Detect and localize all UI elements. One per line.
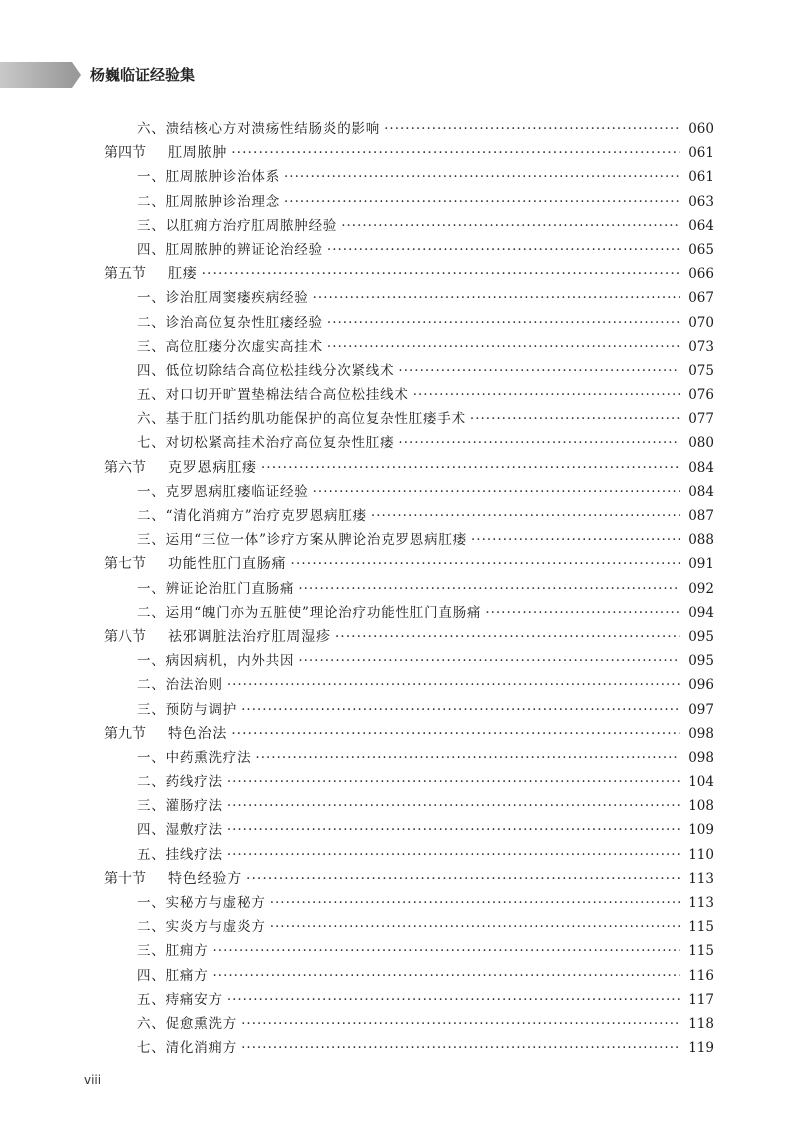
toc-subsection-entry <box>104 214 714 238</box>
toc-page-number: 108 <box>688 798 714 815</box>
toc-page-number: 104 <box>688 774 714 791</box>
toc-page-number: 095 <box>688 628 714 645</box>
toc-page-number: 117 <box>688 991 714 1008</box>
toc-subsection-entry <box>104 698 714 722</box>
toc-page-number: 077 <box>688 411 714 428</box>
toc-subsection-entry <box>104 407 714 431</box>
dot-leader <box>327 311 680 335</box>
dot-leader <box>270 891 680 915</box>
toc-subsection-entry <box>104 383 714 407</box>
toc-section-entry <box>104 456 714 480</box>
toc-subsection-entry <box>104 431 714 455</box>
dot-leader <box>270 915 680 939</box>
toc-section-entry <box>104 262 714 286</box>
dot-leader <box>227 794 680 818</box>
toc-page-number: 088 <box>688 532 714 549</box>
dot-leader <box>298 577 680 601</box>
toc-entry-title: 七、对切松紧高挂术治疗高位复杂性肛瘘 <box>137 435 395 452</box>
dot-leader <box>241 1036 680 1060</box>
toc-page-number: 116 <box>688 967 714 984</box>
toc-subsection-entry <box>104 601 714 625</box>
page-number: viii <box>84 1073 102 1087</box>
toc-page-number: 109 <box>688 822 714 839</box>
dot-leader <box>371 504 680 528</box>
toc-page-number: 115 <box>688 943 714 960</box>
toc-entry-title: 六、基于肛门括约肌功能保护的高位复杂性肛瘘手术 <box>137 411 466 428</box>
toc-page-number: 084 <box>688 483 714 500</box>
toc-page-number: 080 <box>688 435 714 452</box>
toc-entry-title: 三、运用“三位一体”诊疗方案从脾论治克罗恩病肛瘘 <box>137 532 468 549</box>
dot-leader <box>227 843 680 867</box>
toc-subsection-entry <box>104 746 714 770</box>
toc-subsection-entry <box>104 794 714 818</box>
toc-subsection-entry <box>104 528 714 552</box>
dot-leader <box>241 1012 680 1036</box>
toc-section-number: 第九节 <box>104 725 146 742</box>
toc-subsection-entry <box>104 117 714 141</box>
toc-entry-title: 五、挂线疗法 <box>137 846 223 863</box>
header-arrow-shape <box>72 62 81 88</box>
toc-subsection-entry <box>104 480 714 504</box>
toc-entry-title: 六、溃结核心方对溃疡性结肠炎的影响 <box>137 121 381 137</box>
toc-subsection-entry <box>104 891 714 915</box>
toc-subsection-entry <box>104 915 714 939</box>
toc-page-number: 091 <box>688 556 714 573</box>
toc-subsection-entry <box>104 988 714 1012</box>
toc-entry-title: 功能性肛门直肠痛 <box>168 556 287 573</box>
toc-subsection-entry <box>104 504 714 528</box>
toc-entry-title: 四、湿敷疗法 <box>137 822 223 839</box>
toc-section-entry <box>104 141 714 165</box>
dot-leader <box>202 262 680 286</box>
toc-entry-title: 二、诊治高位复杂性肛瘘经验 <box>137 314 323 331</box>
toc-entry-title: 肛周脓肿 <box>168 145 228 162</box>
toc-section-number: 第十节 <box>104 870 146 887</box>
toc-entry-title: 二、运用“魄门亦为五脏使”理论治疗功能性肛门直肠痛 <box>137 604 482 621</box>
toc-entry-title: 特色经验方 <box>168 870 242 887</box>
toc-subsection-entry <box>104 238 714 262</box>
dot-leader <box>471 528 680 552</box>
toc-section-number: 第六节 <box>104 459 146 476</box>
toc-page-number: 097 <box>688 701 714 718</box>
dot-leader <box>313 286 680 310</box>
toc-page-number: 076 <box>688 387 714 404</box>
toc-entry-title: 二、“清化消痈方”治疗克罗恩病肛瘘 <box>137 508 367 524</box>
toc-page-number: 094 <box>688 604 714 621</box>
toc-entry-title: 三、高位肛瘘分次虚实高挂术 <box>137 338 323 355</box>
dot-leader <box>335 625 680 649</box>
toc-entry-title: 四、肛周脓肿的辨证论治经验 <box>137 241 323 258</box>
toc-subsection-entry <box>104 649 714 673</box>
toc-page-number: 092 <box>688 580 714 597</box>
toc-section-number: 第五节 <box>104 266 146 283</box>
toc-subsection-entry <box>104 286 714 310</box>
dot-leader <box>290 552 680 576</box>
toc-section-entry <box>104 552 714 576</box>
toc-subsection-entry <box>104 359 714 383</box>
dot-leader <box>227 770 680 794</box>
toc-entry-title: 五、痔痛安方 <box>137 991 223 1008</box>
toc-entry-title: 一、辨证论治肛门直肠痛 <box>137 580 295 597</box>
toc-entry-title: 克罗恩病肛瘘 <box>168 459 257 476</box>
dot-leader <box>470 407 680 431</box>
toc-entry-title: 一、实秘方与虚秘方 <box>137 895 266 911</box>
toc-page-number: 075 <box>688 362 714 379</box>
toc-entry-title: 六、促愈熏洗方 <box>137 1015 238 1032</box>
toc-page-number: 118 <box>688 1015 714 1032</box>
toc-subsection-entry <box>104 190 714 214</box>
toc-section-number: 第八节 <box>104 628 146 645</box>
toc-page-number: 070 <box>688 314 714 331</box>
dot-leader <box>413 383 680 407</box>
toc-entry-title: 祛邪调脏法治疗肛周湿疹 <box>168 628 331 645</box>
toc-page-number: 067 <box>688 290 714 307</box>
dot-leader <box>213 964 681 988</box>
toc-page-number: 063 <box>688 193 714 210</box>
dot-leader <box>398 359 680 383</box>
toc-entry-title: 三、肛痈方 <box>137 943 209 960</box>
toc-subsection-entry <box>104 311 714 335</box>
toc-page-number: 073 <box>688 338 714 355</box>
toc-entry-title: 一、中药熏洗疗法 <box>137 749 252 766</box>
toc-entry-title: 二、治法治则 <box>137 677 223 694</box>
toc-page-number: 096 <box>688 677 714 694</box>
dot-leader <box>284 165 680 189</box>
toc-entry-title: 三、灌肠疗法 <box>137 798 223 815</box>
dot-leader <box>261 456 680 480</box>
dot-leader <box>255 746 680 770</box>
toc-section-number: 第七节 <box>104 556 146 573</box>
dot-leader <box>284 190 680 214</box>
table-of-contents <box>104 117 714 1060</box>
toc-subsection-entry <box>104 843 714 867</box>
toc-subsection-entry <box>104 964 714 988</box>
toc-page-number: 060 <box>688 121 714 137</box>
dot-leader <box>398 431 680 455</box>
toc-entry-title: 一、诊治肛周窦瘘疾病经验 <box>137 290 309 307</box>
dot-leader <box>231 722 680 746</box>
toc-page-number: 065 <box>688 241 714 258</box>
toc-subsection-entry <box>104 770 714 794</box>
toc-section-entry <box>104 867 714 891</box>
toc-entry-title: 特色治法 <box>168 725 228 742</box>
toc-page-number: 110 <box>688 846 714 863</box>
dot-leader <box>227 988 680 1012</box>
toc-entry-title: 二、药线疗法 <box>137 774 223 791</box>
toc-entry-title: 一、病因病机，内外共因 <box>137 653 295 670</box>
toc-page-number: 087 <box>688 508 714 524</box>
dot-leader <box>246 867 680 891</box>
toc-page-number: 084 <box>688 459 714 476</box>
toc-page-number: 061 <box>688 145 714 162</box>
toc-entry-title: 三、预防与调护 <box>137 701 238 718</box>
toc-section-number: 第四节 <box>104 145 146 162</box>
dot-leader <box>227 673 680 697</box>
toc-subsection-entry <box>104 673 714 697</box>
toc-entry-title: 七、清化消痈方 <box>137 1040 238 1057</box>
toc-page-number: 066 <box>688 266 714 283</box>
toc-section-entry <box>104 722 714 746</box>
dot-leader <box>298 649 680 673</box>
dot-leader <box>241 698 680 722</box>
toc-page-number: 064 <box>688 217 714 234</box>
dot-leader <box>327 335 680 359</box>
toc-entry-title: 二、肛周脓肿诊治理念 <box>137 193 280 210</box>
toc-entry-title: 五、对口切开旷置垫棉法结合高位松挂线术 <box>137 387 409 404</box>
toc-section-entry <box>104 625 714 649</box>
toc-subsection-entry <box>104 335 714 359</box>
dot-leader <box>313 480 680 504</box>
toc-page-number: 113 <box>688 870 714 887</box>
toc-subsection-entry <box>104 1036 714 1060</box>
toc-entry-title: 一、克罗恩病肛瘘临证经验 <box>137 483 309 500</box>
toc-page-number: 061 <box>688 169 714 186</box>
toc-entry-title: 肛瘘 <box>168 266 198 283</box>
toc-subsection-entry <box>104 818 714 842</box>
dot-leader <box>227 818 680 842</box>
toc-entry-title: 三、以肛痈方治疗肛周脓肿经验 <box>137 217 338 234</box>
toc-subsection-entry <box>104 939 714 963</box>
toc-subsection-entry <box>104 1012 714 1036</box>
toc-page-number: 119 <box>688 1040 714 1057</box>
dot-leader <box>341 214 680 238</box>
dot-leader <box>213 939 681 963</box>
toc-page-number: 095 <box>688 653 714 670</box>
toc-subsection-entry <box>104 165 714 189</box>
toc-page-number: 113 <box>688 895 714 911</box>
dot-leader <box>384 117 680 141</box>
toc-subsection-entry <box>104 577 714 601</box>
dot-leader <box>231 141 680 165</box>
toc-entry-title: 四、肛痛方 <box>137 967 209 984</box>
header-band <box>0 62 72 88</box>
toc-page-number: 098 <box>688 749 714 766</box>
toc-page-number: 115 <box>688 919 714 936</box>
toc-entry-title: 一、肛周脓肿诊治体系 <box>137 169 280 186</box>
book-title: 杨巍临证经验集 <box>90 66 196 84</box>
toc-page-number: 098 <box>688 725 714 742</box>
dot-leader <box>485 601 680 625</box>
toc-entry-title: 二、实炎方与虚炎方 <box>137 919 266 936</box>
dot-leader <box>327 238 680 262</box>
toc-entry-title: 四、低位切除结合高位松挂线分次紧线术 <box>137 362 395 379</box>
